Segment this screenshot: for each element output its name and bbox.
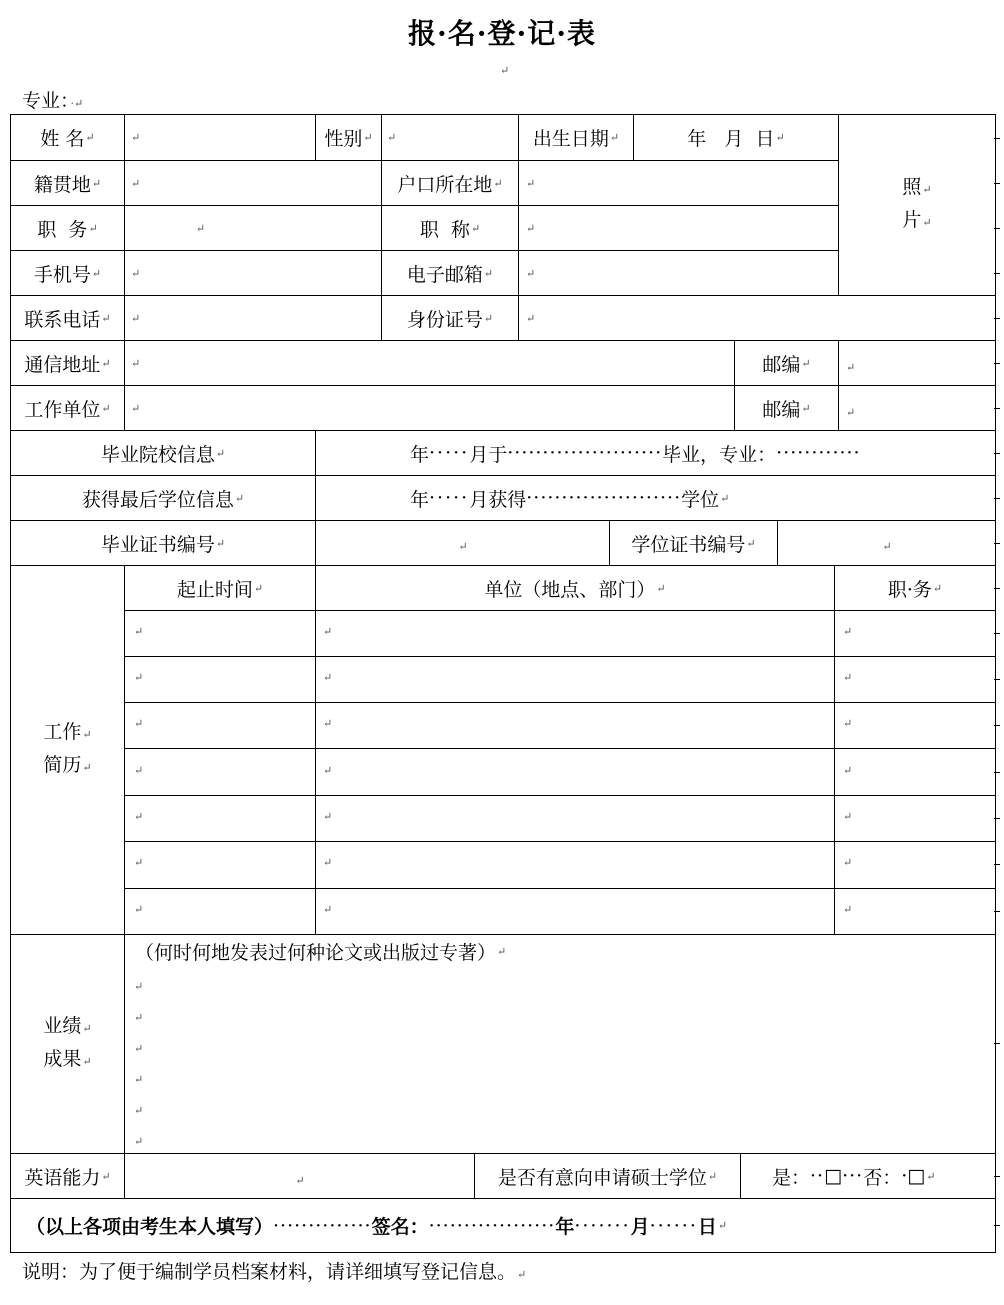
sign-input[interactable]: ·················· [428, 1214, 556, 1237]
birth-label: 出生日期 ↵ [532, 128, 620, 150]
row-end-marker [994, 453, 1000, 454]
mobile-input[interactable]: ↵ [131, 266, 141, 280]
resume-label-2: 简历 [43, 754, 82, 776]
birth-input[interactable]: 年 月 日 ↵ [687, 128, 785, 150]
work-unit-label: 工作单位 ↵ [24, 398, 111, 421]
grad-cert-label: 毕业证书编号 ↵ [100, 533, 226, 556]
gender-label: 性别 ↵ [324, 128, 373, 150]
resume-label: 工作↵ 简历↵ [43, 721, 92, 776]
address-label: 通信地址 ↵ [24, 353, 111, 376]
achieve-hint: （何时何地发表过何种论文或出版过专著） ↵ [135, 941, 507, 964]
sign-month: 月 [630, 1216, 650, 1238]
resume-row-5-period[interactable]: ↵ [134, 810, 144, 823]
degree-cert-input[interactable]: ↵ [882, 539, 892, 553]
resume-row-6-duty[interactable]: ↵ [843, 856, 853, 869]
postcode-label-2: 邮编 ↵ [762, 398, 811, 421]
postcode-input-2[interactable]: ↵ [846, 405, 856, 419]
sign-year: 年 [555, 1216, 575, 1238]
sign-label: 签名： [371, 1216, 429, 1238]
row-end-marker [994, 273, 1000, 274]
grad-info-label: 毕业院校信息 ↵ [100, 443, 226, 466]
yes-label: 是： [772, 1166, 811, 1189]
row-end-marker [994, 228, 1000, 229]
resume-row-2-period[interactable]: ↵ [134, 671, 144, 684]
achieve-label-2: 成果 [43, 1048, 82, 1070]
resume-label-1: 工作 [43, 721, 82, 743]
major-label: 专业： [22, 90, 70, 112]
row-end-marker [994, 1043, 1000, 1044]
row-end-marker [994, 633, 1000, 634]
achieve-label-1: 业绩 [43, 1015, 82, 1037]
yes-checkbox[interactable]: □ [824, 1165, 843, 1187]
grad-info-input[interactable]: 年 ····· 月于 ······················ 毕业，专业： ············ [410, 442, 861, 466]
master-intent-label: 是否有意向申请硕士学位 ↵ [497, 1166, 718, 1189]
postcode-input-1[interactable]: ↵ [846, 360, 856, 374]
title-rank-label: 职 称 ↵ [419, 218, 481, 241]
degree-cert-label: 学位证书编号 ↵ [631, 533, 756, 556]
resume-row-1-period[interactable]: ↵ [134, 625, 144, 638]
row-end-marker [994, 911, 1000, 912]
english-input[interactable]: ↵ [295, 1173, 305, 1187]
title-rank-input[interactable]: ↵ [526, 221, 536, 235]
resume-row-7-period[interactable]: ↵ [134, 903, 144, 916]
degree-info-label: 获得最后学位信息 ↵ [81, 488, 245, 511]
email-label: 电子邮箱 ↵ [406, 263, 494, 286]
resume-row-3-period[interactable]: ↵ [134, 717, 144, 730]
resume-row-7-duty[interactable]: ↵ [843, 903, 853, 916]
resume-duty-header: 职·务 ↵ [887, 578, 943, 601]
name-label: 姓 名 ↵ [40, 128, 95, 150]
row-end-marker [994, 725, 1000, 726]
name-input[interactable]: ↵ [131, 131, 141, 144]
master-intent-options: 是： ·· □ ··· 否： · □ ↵ [772, 1154, 994, 1198]
signature-row: （以上各项由考生本人填写） ·············· 签名： ·················· 年 ······· 月 ······ 日 ↵ [26, 1199, 991, 1252]
resume-row-1-duty[interactable]: ↵ [843, 625, 853, 638]
native-input[interactable]: ↵ [131, 176, 141, 190]
unit-dept-header: 单位（地点、部门） ↵ [484, 578, 666, 601]
resume-row-3-duty[interactable]: ↵ [843, 717, 853, 730]
photo-label-1: 照 [902, 176, 922, 198]
hukou-label: 户口所在地 ↵ [397, 173, 503, 196]
row-end-marker [994, 772, 1000, 773]
work-unit-input[interactable]: ↵ [131, 401, 141, 415]
sign-day: 日 [697, 1216, 717, 1238]
resume-row-6-unit[interactable]: ↵ [323, 856, 333, 869]
row-end-marker [994, 363, 1000, 364]
form-title: 报·名·登·记·表 [408, 17, 596, 50]
row-end-marker [994, 498, 1000, 499]
resume-row-7-unit[interactable]: ↵ [323, 903, 333, 916]
photo-area[interactable]: 照↵ 片↵ [902, 176, 932, 231]
achieve-input[interactable]: ↵ ↵ ↵ ↵ ↵ ↵ [134, 980, 144, 1148]
row-end-marker [994, 543, 1000, 544]
paragraph-mark: ↵ [500, 64, 510, 77]
resume-row-5-duty[interactable]: ↵ [843, 810, 853, 823]
footer-note: 说明：为了便于编制学员档案材料，请详细填写登记信息。↵ [22, 1261, 527, 1283]
row-end-marker [994, 818, 1000, 819]
row-end-marker [994, 408, 1000, 409]
self-fill-note: （以上各项由考生本人填写） [26, 1216, 274, 1238]
degree-info-input[interactable]: 年 ····· 月获得 ······················ 学位 ↵ [410, 487, 730, 511]
row-end-marker [994, 864, 1000, 865]
row-end-marker [994, 138, 1000, 139]
row-end-marker [994, 1176, 1000, 1177]
resume-row-2-unit[interactable]: ↵ [323, 671, 333, 684]
native-label: 籍贯地 ↵ [33, 173, 102, 196]
hukou-input[interactable]: ↵ [526, 176, 536, 190]
duty-label: 职 务 ↵ [37, 218, 98, 241]
address-input[interactable]: ↵ [131, 356, 141, 370]
resume-row-4-unit[interactable]: ↵ [323, 764, 333, 777]
idcard-label: 身份证号 ↵ [406, 308, 494, 331]
english-label: 英语能力 ↵ [24, 1166, 111, 1189]
phone-label: 联系电话 ↵ [24, 308, 111, 331]
resume-row-2-duty[interactable]: ↵ [843, 671, 853, 684]
row-end-marker [994, 1225, 1000, 1226]
row-end-marker [994, 318, 1000, 319]
resume-row-1-unit[interactable]: ↵ [323, 625, 333, 638]
resume-row-5-unit[interactable]: ↵ [323, 810, 333, 823]
resume-row-4-duty[interactable]: ↵ [843, 764, 853, 777]
resume-row-3-unit[interactable]: ↵ [323, 717, 333, 730]
phone-input[interactable]: ↵ [131, 311, 141, 325]
row-end-marker [994, 679, 1000, 680]
resume-row-6-period[interactable]: ↵ [134, 856, 144, 869]
major-field[interactable]: 专业：·↵ [22, 90, 84, 112]
email-input[interactable]: ↵ [526, 266, 536, 280]
grad-cert-input[interactable]: ↵ [458, 539, 468, 553]
mobile-label: 手机号 ↵ [33, 263, 102, 286]
achieve-label: 业绩↵ 成果↵ [43, 1015, 92, 1070]
row-end-marker [994, 183, 1000, 184]
period-header: 起止时间 ↵ [176, 578, 264, 601]
no-label: 否： [863, 1166, 902, 1189]
no-checkbox[interactable]: □ [907, 1165, 926, 1187]
duty-input[interactable]: ↵ [195, 221, 206, 235]
row-end-marker [994, 588, 1000, 589]
resume-row-4-period[interactable]: ↵ [134, 764, 144, 777]
gender-input[interactable]: ↵ [387, 131, 397, 144]
photo-label-2: 片 [902, 209, 922, 231]
idcard-input[interactable]: ↵ [526, 311, 536, 325]
postcode-label-1: 邮编 ↵ [762, 353, 811, 376]
